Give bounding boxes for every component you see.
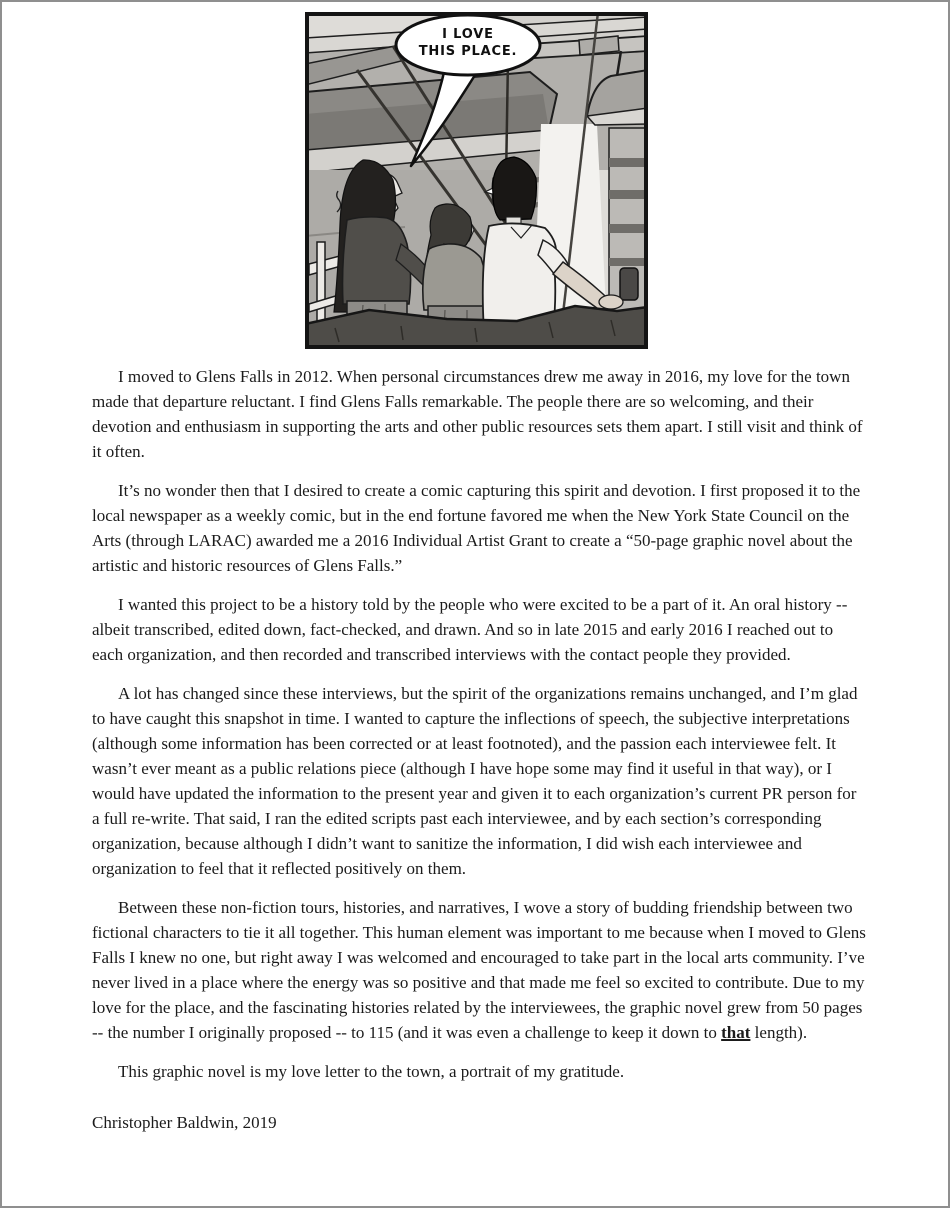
paragraph-5-after: length).: [750, 1023, 808, 1042]
letter-body: [92, 364, 866, 1135]
paragraph-1: I moved to Glens Falls in 2012. When personal circumstances drew me away in 2016, my love for the town made that departure reluctant. I find Glens Falls remarkable. The people there are so welcoming, and their devotion and enthusiasm in supporting the arts and other public resources sets them apart. I still visit and think of it often.: [92, 367, 863, 461]
paragraph-3: I wanted this project to be a history told by the people who were excited to be a part of it. An oral history -- albeit transcribed, edited down, fact-checked, and drawn. And so in late 2015 and early 2016 I reached out to each organization, and then recorded and transcribed interviews with the contact people they provided.: [92, 595, 848, 664]
paragraph-5: [92, 895, 866, 1045]
signature: Christopher Baldwin, 2019: [92, 1113, 277, 1132]
paragraph-5-before: Between these non-fiction tours, histories, and narratives, I wove a story of budding friendship between two fictional characters to tie it all together. This human element was important to me because when I moved to Glens Falls I knew no one, but right away I was welcomed and encouraged to take part in the local arts community. I’ve never lived in a place where the energy was so positive and that made me feel so excited to contribute. Due to my love for the place, and the fascinating histories related by the interviewees, the graphic novel grew from 50 pages -- the number I originally proposed -- to 115 (and it was even a challenge to keep it down to: [92, 898, 866, 1042]
comic-panel-illustration: [305, 12, 648, 349]
speech-bubble-line-1: I LOVE: [442, 27, 494, 42]
speech-bubble-line-2: THIS PLACE.: [418, 44, 518, 59]
paragraph-4: A lot has changed since these interviews, but the spirit of the organizations remains unchanged, and I’m glad to have caught this snapshot in time. I wanted to capture the inflections of speech, the subjective interpretations (although some information has been corrected or at least footnoted), and the passion each interviewee felt. It wasn’t ever meant as a public relations piece (although I have hope some may find it useful in that way), or I would have updated the information to the present year and given it to each organization’s current PR person for a full re-write. That said, I ran the edited scripts past each interviewee, and by each section’s corresponding organization, because although I didn’t want to sanitize the information, I did wish each interviewee and organization to feel that it reflected positively on them.: [92, 684, 858, 878]
paragraph-6: This graphic novel is my love letter to the town, a portrait of my gratitude.: [118, 1062, 625, 1081]
speech-bubble-text: [397, 26, 539, 60]
comic-panel: [305, 12, 648, 349]
emphasized-word: that: [721, 1023, 751, 1042]
paragraph-2: It’s no wonder then that I desired to create a comic capturing this spirit and devotion. I first proposed it to the local newspaper as a weekly comic, but in the end fortune favored me when the New York State Council on the Arts (through LARAC) awarded me a 2016 Individual Artist Grant to create a “50-page graphic novel about the artistic and historic resources of Glens Falls.”: [92, 481, 861, 575]
